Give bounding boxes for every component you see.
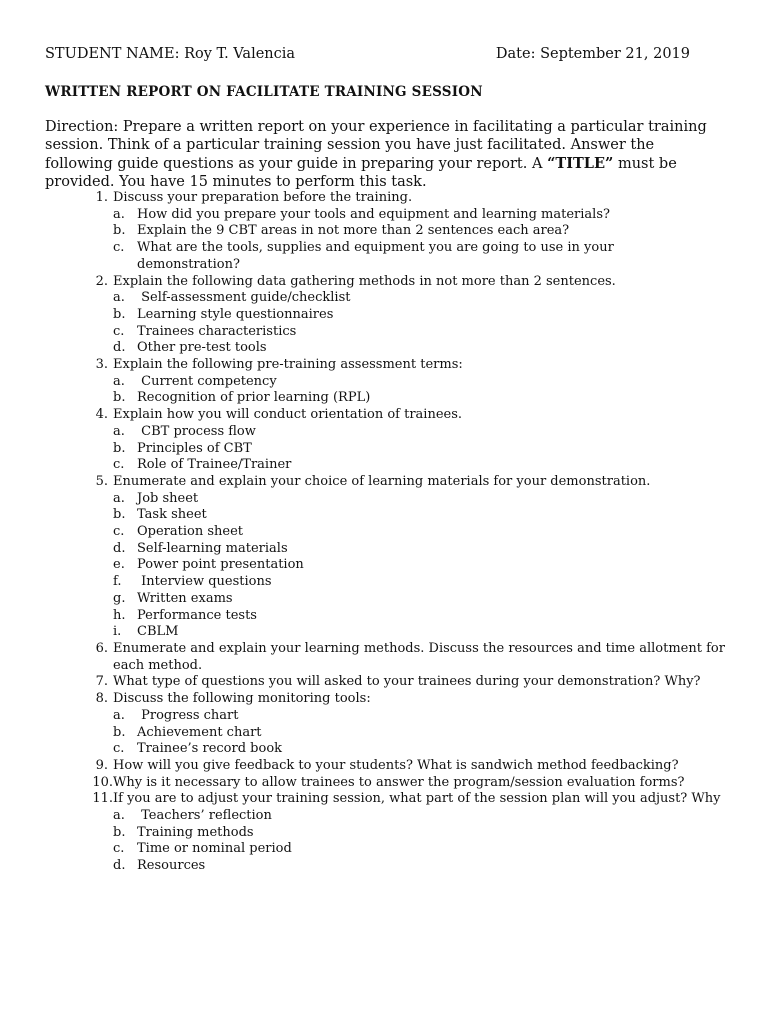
question-item bbox=[45, 674, 735, 691]
question-text: Enumerate and explain your learning methods. Discuss the resources and time allotment for each method. bbox=[113, 640, 725, 673]
question-text: Why is it necessary to allow trainees to answer the program/session evaluation forms? bbox=[113, 774, 685, 790]
sub-item bbox=[113, 507, 735, 524]
sub-item-text: Self-assessment guide/checklist bbox=[137, 290, 351, 306]
sub-item bbox=[113, 441, 735, 458]
sub-item-text: Explain the 9 CBT areas in not more than 2 sentences each area? bbox=[137, 223, 570, 239]
sub-item bbox=[113, 307, 735, 324]
header bbox=[45, 46, 690, 68]
question-number: 1. bbox=[95, 190, 108, 205]
question-item bbox=[45, 474, 735, 491]
question-item bbox=[45, 758, 735, 775]
sub-item bbox=[113, 708, 735, 725]
sub-item-letter: b. bbox=[113, 306, 126, 322]
guide-questions-list bbox=[45, 190, 735, 875]
question-text: Explain how you will conduct orientation of trainees. bbox=[113, 407, 463, 423]
sub-item bbox=[113, 725, 735, 742]
question-text: What type of questions you will asked to your trainees during your demonstration? Why? bbox=[113, 674, 701, 690]
sub-item-text: CBLM bbox=[137, 624, 179, 640]
sub-item-letter: i. bbox=[113, 624, 122, 640]
report-title: WRITTEN REPORT ON FACILITATE TRAINING SESSION bbox=[45, 84, 483, 100]
sub-item-text: Task sheet bbox=[137, 507, 207, 523]
sub-item-text: Other pre-test tools bbox=[137, 340, 267, 356]
question-number: 4. bbox=[95, 407, 108, 423]
direction-bold-title: “TITLE” bbox=[547, 154, 614, 172]
sub-item bbox=[113, 741, 735, 758]
sub-item bbox=[113, 223, 735, 240]
sub-item-letter: e. bbox=[113, 557, 125, 573]
sub-item bbox=[113, 825, 735, 842]
sub-item bbox=[113, 240, 735, 273]
sub-item-letter: d. bbox=[113, 340, 126, 356]
sub-item-letter: d. bbox=[113, 858, 126, 874]
question-text: Explain the following data gathering methods in not more than 2 sentences. bbox=[113, 273, 616, 289]
question-text: Discuss your preparation before the training. bbox=[113, 190, 413, 205]
question-number: 7. bbox=[95, 674, 108, 690]
question-text: Enumerate and explain your choice of learning materials for your demonstration. bbox=[113, 473, 651, 489]
sub-item-letter: d. bbox=[113, 540, 126, 556]
student-name: STUDENT NAME: Roy T. Valencia bbox=[45, 46, 296, 62]
question-text: How will you give feedback to your students? What is sandwich method feedbacking? bbox=[113, 757, 679, 773]
question-number: 9. bbox=[95, 757, 108, 773]
sub-item bbox=[113, 324, 735, 341]
sub-item-letter: g. bbox=[113, 590, 126, 606]
sub-item-text: Self-learning materials bbox=[137, 540, 288, 556]
question-item bbox=[45, 775, 735, 792]
sub-item-text: Interview questions bbox=[137, 574, 272, 590]
sub-item bbox=[113, 858, 735, 875]
question-text: Discuss the following monitoring tools: bbox=[113, 691, 371, 707]
sub-item-text: Power point presentation bbox=[137, 557, 304, 573]
sub-item bbox=[113, 424, 735, 441]
sub-item-text: Time or nominal period bbox=[137, 841, 292, 857]
sub-item-letter: b. bbox=[113, 507, 126, 523]
sub-item bbox=[113, 574, 735, 591]
sub-item-text: Resources bbox=[137, 858, 206, 874]
sub-item-letter: c. bbox=[113, 841, 125, 857]
sub-item-letter: b. bbox=[113, 824, 126, 840]
sub-item-letter: c. bbox=[113, 323, 125, 339]
sub-item-letter: a. bbox=[113, 423, 125, 439]
sub-item bbox=[113, 457, 735, 474]
sub-item-letter: b. bbox=[113, 390, 126, 406]
question-text: Explain the following pre-training assessment terms: bbox=[113, 357, 463, 373]
sub-item-text: Role of Trainee/Trainer bbox=[137, 457, 292, 473]
sub-item-text: How did you prepare your tools and equipment and learning materials? bbox=[137, 206, 610, 222]
sub-item-text: Operation sheet bbox=[137, 524, 244, 540]
question-item bbox=[45, 791, 735, 808]
sub-item-letter: c. bbox=[113, 524, 125, 540]
question-item bbox=[45, 274, 735, 291]
sub-item-letter: c. bbox=[113, 457, 125, 473]
question-number: 8. bbox=[95, 691, 108, 707]
sub-item-text: Job sheet bbox=[137, 490, 199, 506]
sub-item-letter: b. bbox=[113, 724, 126, 740]
sub-item-letter: f. bbox=[113, 574, 122, 590]
sub-item-text: Trainee’s record book bbox=[137, 741, 283, 757]
sub-item-text: Teachers’ reflection bbox=[137, 808, 272, 824]
sub-item-text: Achievement chart bbox=[137, 724, 262, 740]
sub-item-text: Performance tests bbox=[137, 607, 257, 623]
sub-item-text: Written exams bbox=[137, 590, 233, 606]
sub-item bbox=[113, 541, 735, 558]
sub-item-text: Recognition of prior learning (RPL) bbox=[137, 390, 371, 406]
sub-item-letter: a. bbox=[113, 290, 125, 306]
sub-item bbox=[113, 491, 735, 508]
question-number: 6. bbox=[95, 640, 108, 656]
question-number: 5. bbox=[95, 473, 108, 489]
question-item bbox=[45, 691, 735, 708]
sub-item bbox=[113, 524, 735, 541]
sub-item bbox=[113, 290, 735, 307]
sub-item-letter: a. bbox=[113, 707, 125, 723]
sub-item bbox=[113, 374, 735, 391]
direction-text-2: must be provided. You have 15 minutes to perform this task. bbox=[45, 155, 677, 191]
sub-item-letter: a. bbox=[113, 490, 125, 506]
direction-text-1: Direction: Prepare a written report on your experience in facilitating a particular training session. Think of a particular training session you have just facilitated. Answer the following guide questions as your guide in preparing your report. A bbox=[45, 119, 707, 172]
question-number: 10. bbox=[92, 774, 113, 790]
sub-item-letter: b. bbox=[113, 440, 126, 456]
question-number: 11. bbox=[92, 791, 113, 807]
sub-item-letter: c. bbox=[113, 240, 125, 256]
sub-item-letter: c. bbox=[113, 741, 125, 757]
sub-item bbox=[113, 624, 735, 641]
sub-item-letter: a. bbox=[113, 808, 125, 824]
sub-item bbox=[113, 608, 735, 625]
report-date: Date: September 21, 2019 bbox=[495, 46, 690, 62]
sub-item-text: Learning style questionnaires bbox=[137, 306, 334, 322]
sub-item-text: Training methods bbox=[137, 824, 254, 840]
sub-item bbox=[113, 340, 735, 357]
sub-item-letter: a. bbox=[113, 373, 125, 389]
sub-item bbox=[113, 390, 735, 407]
sub-item-text: Trainees characteristics bbox=[137, 323, 297, 339]
question-item bbox=[45, 641, 735, 674]
sub-item-letter: b. bbox=[113, 223, 126, 239]
question-number: 3. bbox=[95, 357, 108, 373]
sub-item-letter: h. bbox=[113, 607, 126, 623]
sub-item bbox=[113, 591, 735, 608]
sub-item-text: Current competency bbox=[137, 373, 277, 389]
sub-item bbox=[113, 557, 735, 574]
sub-item bbox=[113, 841, 735, 858]
sub-item bbox=[113, 207, 735, 224]
sub-item-text: What are the tools, supplies and equipment you are going to use in your demonstration? bbox=[137, 240, 618, 272]
sub-item-text: CBT process flow bbox=[137, 423, 256, 439]
sub-item-text: Progress chart bbox=[137, 707, 239, 723]
question-text: If you are to adjust your training session, what part of the session plan will you adjust? Why bbox=[113, 791, 721, 807]
sub-item-text: Principles of CBT bbox=[137, 440, 252, 456]
question-item bbox=[45, 357, 735, 374]
question-number: 2. bbox=[95, 273, 108, 289]
question-item bbox=[45, 190, 735, 207]
sub-item-letter: a. bbox=[113, 206, 125, 222]
question-item bbox=[45, 407, 735, 424]
sub-item bbox=[113, 808, 735, 825]
direction-paragraph bbox=[45, 118, 721, 192]
